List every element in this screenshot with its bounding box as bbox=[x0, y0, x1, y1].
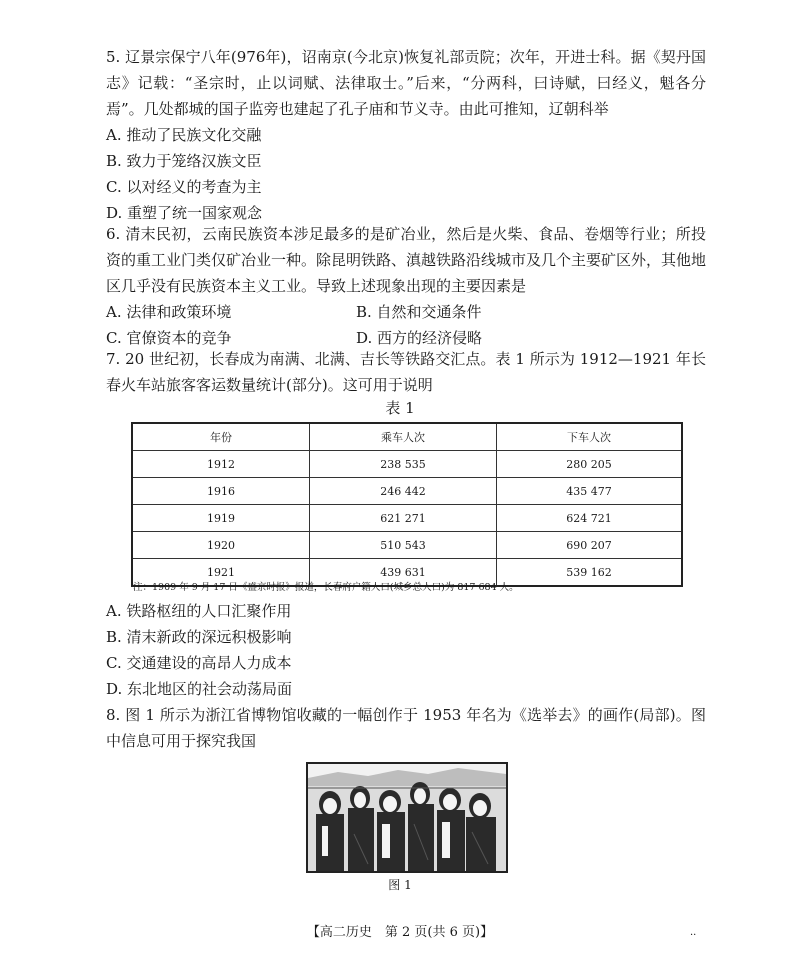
table-cell: 439 631 bbox=[310, 559, 497, 587]
table-row bbox=[132, 478, 682, 505]
table-row bbox=[132, 505, 682, 532]
table-1-note: 注：1909 年 9 月 17 日《盛京时报》报道，长春府户籍人口(城乡总人口)为 817 684 人。 bbox=[133, 582, 519, 593]
question-7-option-c: C. 交通建设的高昂人力成本 bbox=[106, 654, 292, 672]
table-cell: 238 535 bbox=[310, 451, 497, 478]
figure-1-caption: 图 1 bbox=[388, 878, 412, 892]
table-cell: 621 271 bbox=[310, 505, 497, 532]
question-5-option-d: D. 重塑了统一国家观念 bbox=[106, 204, 263, 222]
question-5-option-b: B. 致力于笼络汉族文臣 bbox=[106, 152, 262, 170]
question-6-option-c: C. 官僚资本的竞争 bbox=[106, 329, 232, 347]
table-cell: 510 543 bbox=[310, 532, 497, 559]
question-6-option-d: D. 西方的经济侵略 bbox=[356, 329, 483, 347]
table-cell: 1916 bbox=[132, 478, 310, 505]
question-6-stem: 6. 清末民初，云南民族资本涉足最多的是矿冶业，然后是火柴、食品、卷烟等行业；所投资的重工业门类仅矿冶业一种。除昆明铁路、滇越铁路沿线城市及几个主要矿区外，其他地区几乎没有民族资本主义工业。导致上述现象出现的主要因素是 bbox=[106, 225, 707, 295]
table-cell: 1912 bbox=[132, 451, 310, 478]
table-header-alighting: 下车人次 bbox=[497, 423, 683, 451]
question-6-options-row-1 bbox=[106, 299, 706, 325]
question-6-option-b: B. 自然和交通条件 bbox=[356, 303, 482, 321]
page-footer: 【高二历史 第 2 页(共 6 页)】 bbox=[306, 925, 494, 940]
table-row bbox=[132, 451, 682, 478]
question-7-option-d: D. 东北地区的社会动荡局面 bbox=[106, 680, 293, 698]
table-1 bbox=[131, 422, 683, 587]
table-header-row bbox=[132, 423, 682, 451]
question-8-stem: 8. 图 1 所示为浙江省博物馆收藏的一幅创作于 1953 年名为《选举去》的画作(局部)。图中信息可用于探究我国 bbox=[106, 706, 706, 750]
table-cell: 1921 bbox=[132, 559, 310, 587]
table-cell: 280 205 bbox=[497, 451, 683, 478]
question-6 bbox=[106, 221, 706, 351]
woodcut-crowd-illustration bbox=[308, 764, 506, 871]
table-cell: 1919 bbox=[132, 505, 310, 532]
question-7-stem: 7. 20 世纪初，长春成为南满、北满、吉长等铁路交汇点。表 1 所示为 1912—1921 年长春火车站旅客客运数量统计(部分)。这可用于说明 bbox=[106, 350, 706, 394]
question-6-option-a: A. 法律和政策环境 bbox=[106, 303, 232, 321]
question-5 bbox=[106, 44, 706, 226]
table-row bbox=[132, 532, 682, 559]
corner-mark: ·· bbox=[690, 930, 697, 941]
question-7-option-a: A. 铁路枢纽的人口汇聚作用 bbox=[106, 602, 292, 620]
question-5-option-a: A. 推动了民族文化交融 bbox=[106, 126, 262, 144]
question-7-option-b: B. 清末新政的深远积极影响 bbox=[106, 628, 292, 646]
question-7 bbox=[106, 346, 706, 398]
table-cell: 624 721 bbox=[497, 505, 683, 532]
question-5-option-c: C. 以对经义的考查为主 bbox=[106, 178, 262, 196]
table-cell: 1920 bbox=[132, 532, 310, 559]
table-header-year: 年份 bbox=[132, 423, 310, 451]
table-cell: 246 442 bbox=[310, 478, 497, 505]
table-cell: 539 162 bbox=[497, 559, 683, 587]
table-cell: 435 477 bbox=[497, 478, 683, 505]
table-cell: 690 207 bbox=[497, 532, 683, 559]
question-5-stem: 5. 辽景宗保宁八年(976年)，诏南京(今北京)恢复礼部贡院；次年，开进士科。据《契丹国志》记载：“圣宗时，止以词赋、法律取士。”后来，“分两科，曰诗赋，曰经义，魁各分焉”。几处都城的国子监旁也建起了孔子庙和节义寺。由此可推知，辽朝科举 bbox=[106, 48, 706, 118]
question-8 bbox=[106, 702, 706, 754]
figure-1-woodcut-image bbox=[306, 762, 508, 873]
table-1-caption: 表 1 bbox=[385, 399, 415, 417]
table-header-boarding: 乘车人次 bbox=[310, 423, 497, 451]
question-7-options bbox=[106, 598, 706, 702]
